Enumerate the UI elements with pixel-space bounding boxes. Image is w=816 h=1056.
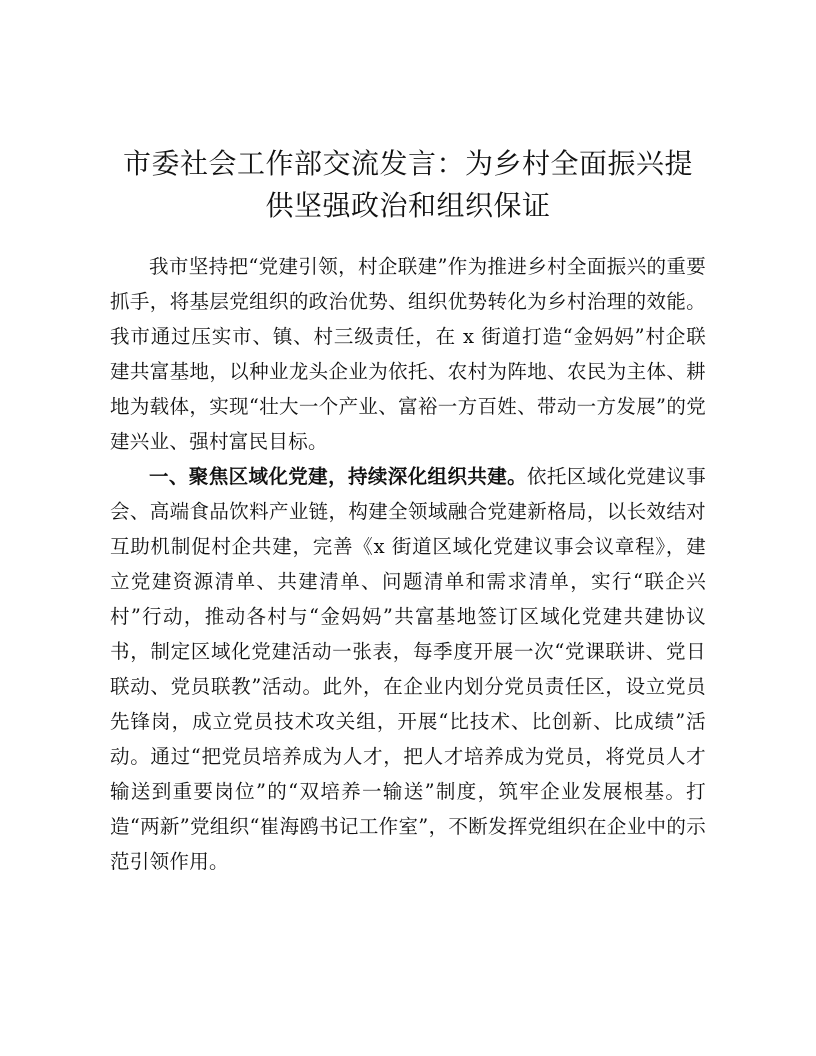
paragraph-text: 依托区域化党建议事会、高端食品饮料产业链，构建全领域融合党建新格局，以长效结对互助机制促村企共建，完善《x 街道区域化党建议事会议章程》，建立党建资源清单、共建清单、问题清单和需求清单，实行“联企兴村”行动，推动各村与“金妈妈”共富基地签订区域化党建共建协议书，制定区域化党建活动一张表，每季度开展一次“党课联讲、党日联动、党员联教”活动。此外，在企业内划分党员责任区，设立党员先锋岗，成立党员技术攻关组，开展“比技术、比创新、比成绩”活动。通过“把党员培养成为人才，把人才培养成为党员，将党员人才输送到重要岗位”的“双培养一输送”制度，筑牢企业发展根基。打造“两新”党组织“崔海鸥书记工作室”，不断发挥党组织在企业中的示范引领作用。 xyxy=(110,465,706,873)
paragraph-text: 我市坚持把“党建引领，村企联建”作为推进乡村全面振兴的重要抓手，将基层党组织的政治优势、组织优势转化为乡村治理的效能。我市通过压实市、镇、村三级责任，在 x 街道打造“金妈妈”村企联建共富基地，以种业龙头企业为依托、农村为阵地、农民为主体、耕地为载体，实现“壮大一个产业、富裕一方百姓、带动一方发展”的党建兴业、强村富民目标。 xyxy=(110,255,706,453)
document-body xyxy=(110,249,706,879)
paragraph-intro xyxy=(110,249,706,459)
document-title: 市委社会工作部交流发言：为乡村全面振兴提供坚强政治和组织保证 xyxy=(122,147,693,222)
paragraph-section-one xyxy=(110,459,706,879)
section-heading: 一、聚焦区域化党建，持续深化组织共建。 xyxy=(149,465,528,488)
